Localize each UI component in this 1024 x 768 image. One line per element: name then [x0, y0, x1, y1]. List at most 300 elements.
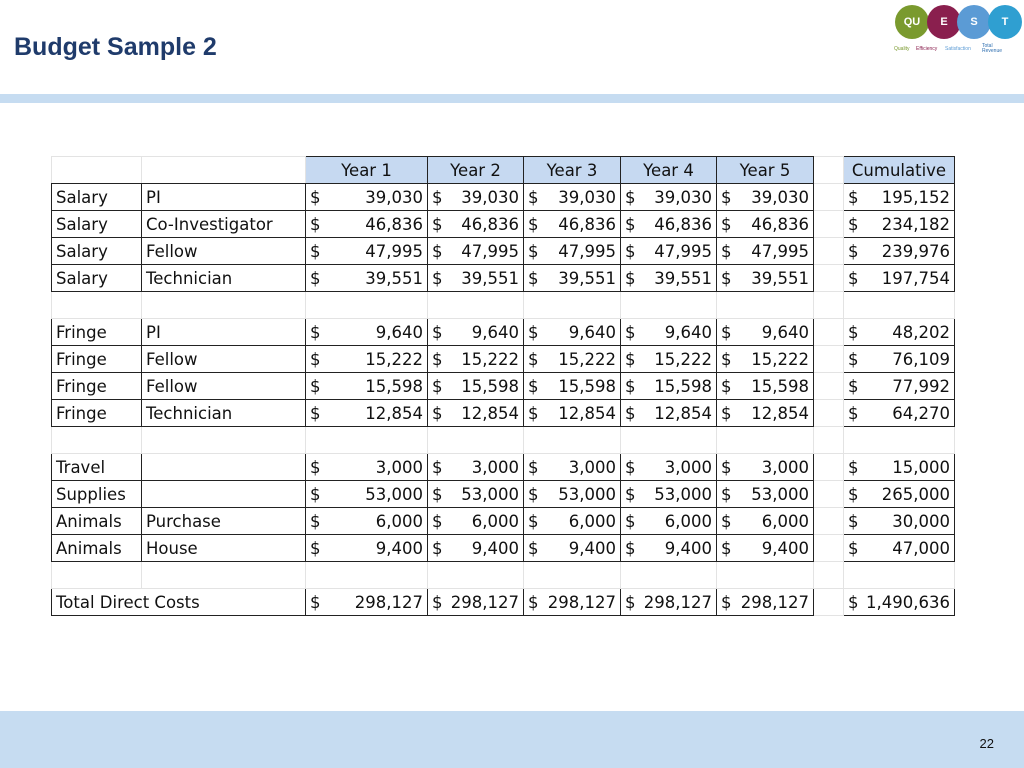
logo-caption-quality: Quality — [894, 46, 910, 52]
year-3-cell — [524, 589, 621, 616]
gap-cell — [814, 535, 844, 562]
header-year-5: Year 5 — [717, 157, 814, 184]
year-2-cell — [428, 238, 524, 265]
amount: 6,000 — [664, 511, 712, 531]
amount: 46,836 — [654, 214, 712, 234]
amount: 46,836 — [558, 214, 616, 234]
cumulative-cell — [844, 265, 955, 292]
currency-symbol: $ — [625, 241, 636, 261]
spacer-cell — [306, 562, 428, 589]
year-1-cell — [306, 508, 428, 535]
gap-cell — [814, 184, 844, 211]
money-value — [310, 512, 423, 531]
logo-circle-qu: QU — [895, 5, 929, 39]
currency-symbol: $ — [848, 538, 859, 558]
money-value — [721, 512, 809, 531]
currency-symbol: $ — [310, 511, 321, 531]
currency-symbol: $ — [625, 214, 636, 234]
currency-symbol: $ — [848, 241, 859, 261]
amount: 3,000 — [471, 457, 519, 477]
money-value — [721, 485, 809, 504]
money-value — [310, 539, 423, 558]
currency-symbol: $ — [848, 268, 859, 288]
year-3-cell — [524, 454, 621, 481]
amount: 3,000 — [664, 457, 712, 477]
amount: 39,030 — [461, 187, 519, 207]
year-4-cell — [621, 535, 717, 562]
year-5-cell — [717, 265, 814, 292]
currency-symbol: $ — [625, 187, 636, 207]
year-3-cell — [524, 373, 621, 400]
year-5-cell — [717, 454, 814, 481]
money-value — [721, 269, 809, 288]
item-cell: PI — [142, 319, 306, 346]
table-row — [52, 346, 955, 373]
year-4-cell — [621, 508, 717, 535]
category-cell: Animals — [52, 508, 142, 535]
year-2-cell — [428, 265, 524, 292]
currency-symbol: $ — [432, 592, 443, 612]
year-4-cell — [621, 481, 717, 508]
year-3-cell — [524, 319, 621, 346]
year-1-cell — [306, 454, 428, 481]
amount: 39,030 — [558, 187, 616, 207]
spacer-cell — [717, 292, 814, 319]
year-4-cell — [621, 346, 717, 373]
amount: 195,152 — [881, 187, 950, 207]
year-1-cell — [306, 319, 428, 346]
amount: 298,127 — [354, 592, 423, 612]
money-value — [848, 404, 950, 423]
amount: 298,127 — [547, 592, 616, 612]
table-row — [52, 508, 955, 535]
year-2-cell — [428, 481, 524, 508]
year-4-cell — [621, 454, 717, 481]
money-value — [721, 323, 809, 342]
currency-symbol: $ — [848, 187, 859, 207]
amount: 265,000 — [881, 484, 950, 504]
amount: 39,030 — [365, 187, 423, 207]
currency-symbol: $ — [721, 322, 732, 342]
money-value — [528, 404, 616, 423]
cumulative-cell — [844, 319, 955, 346]
cumulative-cell — [844, 589, 955, 616]
budget-table — [51, 156, 955, 616]
money-value — [625, 215, 712, 234]
currency-symbol: $ — [848, 214, 859, 234]
money-value — [432, 215, 519, 234]
money-value — [721, 539, 809, 558]
category-cell: Animals — [52, 535, 142, 562]
money-value — [310, 269, 423, 288]
spacer-cell — [717, 427, 814, 454]
spacer-cell — [428, 292, 524, 319]
money-value — [625, 458, 712, 477]
year-4-cell — [621, 400, 717, 427]
amount: 9,640 — [375, 322, 423, 342]
amount: 6,000 — [471, 511, 519, 531]
currency-symbol: $ — [528, 511, 539, 531]
amount: 12,854 — [365, 403, 423, 423]
currency-symbol: $ — [432, 484, 443, 504]
year-5-cell — [717, 535, 814, 562]
amount: 46,836 — [461, 214, 519, 234]
year-1-cell — [306, 346, 428, 373]
money-value — [721, 242, 809, 261]
amount: 15,222 — [654, 349, 712, 369]
amount: 3,000 — [568, 457, 616, 477]
currency-symbol: $ — [721, 538, 732, 558]
money-value — [432, 323, 519, 342]
money-value — [310, 350, 423, 369]
money-value — [432, 539, 519, 558]
amount: 64,270 — [892, 403, 950, 423]
logo-caption-efficiency: Efficiency — [916, 46, 938, 52]
year-2-cell — [428, 373, 524, 400]
currency-symbol: $ — [721, 403, 732, 423]
spacer-cell — [428, 562, 524, 589]
amount: 197,754 — [881, 268, 950, 288]
cumulative-cell — [844, 184, 955, 211]
year-2-cell — [428, 211, 524, 238]
currency-symbol: $ — [310, 376, 321, 396]
year-5-cell — [717, 211, 814, 238]
spacer-cell — [844, 292, 955, 319]
money-value — [625, 539, 712, 558]
item-cell: House — [142, 535, 306, 562]
spacer-cell — [814, 427, 844, 454]
money-value — [625, 188, 712, 207]
year-1-cell — [306, 184, 428, 211]
amount: 47,995 — [654, 241, 712, 261]
table-row — [52, 400, 955, 427]
table-row — [52, 535, 955, 562]
gap-cell — [814, 373, 844, 400]
money-value — [528, 350, 616, 369]
money-value — [528, 215, 616, 234]
currency-symbol: $ — [721, 268, 732, 288]
spacer-cell — [621, 427, 717, 454]
spacer-cell — [306, 292, 428, 319]
money-value — [721, 350, 809, 369]
spacer-cell — [621, 562, 717, 589]
category-cell: Salary — [52, 211, 142, 238]
currency-symbol: $ — [625, 484, 636, 504]
amount: 15,222 — [751, 349, 809, 369]
year-4-cell — [621, 265, 717, 292]
gap-cell — [814, 346, 844, 373]
amount: 46,836 — [751, 214, 809, 234]
currency-symbol: $ — [721, 592, 732, 612]
table-row — [52, 454, 955, 481]
year-4-cell — [621, 319, 717, 346]
currency-symbol: $ — [625, 349, 636, 369]
currency-symbol: $ — [721, 484, 732, 504]
spacer-row — [52, 292, 955, 319]
currency-symbol: $ — [310, 538, 321, 558]
money-value — [528, 485, 616, 504]
year-5-cell — [717, 238, 814, 265]
year-2-cell — [428, 346, 524, 373]
amount: 39,551 — [751, 268, 809, 288]
currency-symbol: $ — [432, 511, 443, 531]
money-value — [432, 404, 519, 423]
currency-symbol: $ — [310, 214, 321, 234]
header-blank-cell — [52, 157, 142, 184]
amount: 3,000 — [375, 457, 423, 477]
cumulative-cell — [844, 373, 955, 400]
amount: 12,854 — [461, 403, 519, 423]
amount: 76,109 — [892, 349, 950, 369]
table-row — [52, 238, 955, 265]
item-cell — [142, 454, 306, 481]
amount: 39,030 — [751, 187, 809, 207]
year-2-cell — [428, 535, 524, 562]
spacer-cell — [621, 292, 717, 319]
money-value — [310, 323, 423, 342]
currency-symbol: $ — [848, 511, 859, 531]
gap-cell — [814, 211, 844, 238]
cumulative-cell — [844, 454, 955, 481]
currency-symbol: $ — [625, 538, 636, 558]
header-year-1: Year 1 — [306, 157, 428, 184]
money-value — [848, 215, 950, 234]
amount: 39,030 — [654, 187, 712, 207]
item-cell: Fellow — [142, 373, 306, 400]
money-value — [310, 593, 423, 612]
amount: 15,598 — [751, 376, 809, 396]
money-value — [432, 485, 519, 504]
year-1-cell — [306, 589, 428, 616]
year-5-cell — [717, 184, 814, 211]
category-cell: Fringe — [52, 400, 142, 427]
money-value — [528, 242, 616, 261]
currency-symbol: $ — [310, 268, 321, 288]
table-header-row — [52, 157, 955, 184]
amount: 9,400 — [761, 538, 809, 558]
spacer-cell — [814, 292, 844, 319]
spacer-cell — [717, 562, 814, 589]
year-5-cell — [717, 346, 814, 373]
amount: 298,127 — [740, 592, 809, 612]
cumulative-cell — [844, 481, 955, 508]
currency-symbol: $ — [310, 349, 321, 369]
category-cell: Fringe — [52, 346, 142, 373]
money-value — [721, 377, 809, 396]
spacer-cell — [524, 292, 621, 319]
money-value — [848, 188, 950, 207]
amount: 15,222 — [558, 349, 616, 369]
currency-symbol: $ — [432, 187, 443, 207]
logo-caption-total-revenue: Total Revenue — [982, 43, 1003, 54]
footer-band — [0, 711, 1024, 768]
amount: 6,000 — [568, 511, 616, 531]
currency-symbol: $ — [848, 484, 859, 504]
money-value — [848, 377, 950, 396]
logo-caption-satisfaction: Satisfaction — [945, 46, 971, 52]
amount: 15,598 — [654, 376, 712, 396]
currency-symbol: $ — [625, 457, 636, 477]
quest-logo — [892, 4, 1024, 60]
money-value — [432, 458, 519, 477]
gap-cell — [814, 481, 844, 508]
amount: 15,222 — [461, 349, 519, 369]
amount: 47,995 — [365, 241, 423, 261]
amount: 15,598 — [461, 376, 519, 396]
currency-symbol: $ — [528, 214, 539, 234]
currency-symbol: $ — [721, 511, 732, 531]
money-value — [848, 350, 950, 369]
currency-symbol: $ — [310, 403, 321, 423]
money-value — [848, 485, 950, 504]
money-value — [310, 188, 423, 207]
amount: 298,127 — [450, 592, 519, 612]
currency-symbol: $ — [848, 592, 859, 612]
money-value — [721, 188, 809, 207]
amount: 6,000 — [375, 511, 423, 531]
money-value — [625, 377, 712, 396]
item-cell — [142, 481, 306, 508]
currency-symbol: $ — [310, 322, 321, 342]
amount: 6,000 — [761, 511, 809, 531]
money-value — [848, 269, 950, 288]
amount: 239,976 — [881, 241, 950, 261]
year-4-cell — [621, 373, 717, 400]
year-5-cell — [717, 508, 814, 535]
money-value — [528, 377, 616, 396]
header-gap-cell — [814, 157, 844, 184]
year-4-cell — [621, 238, 717, 265]
year-4-cell — [621, 589, 717, 616]
currency-symbol: $ — [432, 457, 443, 477]
amount: 3,000 — [761, 457, 809, 477]
amount: 53,000 — [558, 484, 616, 504]
money-value — [432, 269, 519, 288]
spacer-cell — [844, 562, 955, 589]
money-value — [310, 458, 423, 477]
year-3-cell — [524, 265, 621, 292]
item-cell: Technician — [142, 400, 306, 427]
amount: 12,854 — [558, 403, 616, 423]
currency-symbol: $ — [721, 376, 732, 396]
table-row — [52, 211, 955, 238]
money-value — [625, 323, 712, 342]
money-value — [310, 215, 423, 234]
money-value — [432, 242, 519, 261]
currency-symbol: $ — [310, 457, 321, 477]
money-value — [848, 242, 950, 261]
spacer-cell — [524, 562, 621, 589]
money-value — [310, 377, 423, 396]
money-value — [432, 593, 519, 612]
year-3-cell — [524, 481, 621, 508]
year-1-cell — [306, 211, 428, 238]
year-3-cell — [524, 238, 621, 265]
year-5-cell — [717, 481, 814, 508]
amount: 298,127 — [643, 592, 712, 612]
currency-symbol: $ — [528, 592, 539, 612]
money-value — [721, 404, 809, 423]
currency-symbol: $ — [721, 187, 732, 207]
currency-symbol: $ — [432, 538, 443, 558]
currency-symbol: $ — [432, 376, 443, 396]
slide-title: Budget Sample 2 — [14, 33, 217, 61]
year-4-cell — [621, 184, 717, 211]
amount: 39,551 — [654, 268, 712, 288]
money-value — [848, 512, 950, 531]
money-value — [310, 242, 423, 261]
money-value — [528, 188, 616, 207]
cumulative-cell — [844, 535, 955, 562]
money-value — [310, 485, 423, 504]
year-2-cell — [428, 589, 524, 616]
money-value — [848, 323, 950, 342]
amount: 46,836 — [365, 214, 423, 234]
spacer-cell — [142, 562, 306, 589]
year-2-cell — [428, 454, 524, 481]
amount: 48,202 — [892, 322, 950, 342]
spacer-cell — [844, 427, 955, 454]
header-year-3: Year 3 — [524, 157, 621, 184]
money-value — [848, 539, 950, 558]
item-cell: Co-Investigator — [142, 211, 306, 238]
currency-symbol: $ — [310, 187, 321, 207]
currency-symbol: $ — [721, 241, 732, 261]
currency-symbol: $ — [848, 403, 859, 423]
currency-symbol: $ — [528, 349, 539, 369]
category-cell: Fringe — [52, 319, 142, 346]
currency-symbol: $ — [721, 349, 732, 369]
year-3-cell — [524, 346, 621, 373]
year-3-cell — [524, 508, 621, 535]
spacer-row — [52, 562, 955, 589]
money-value — [310, 404, 423, 423]
currency-symbol: $ — [625, 268, 636, 288]
currency-symbol: $ — [432, 268, 443, 288]
item-cell: Technician — [142, 265, 306, 292]
cumulative-cell — [844, 211, 955, 238]
currency-symbol: $ — [528, 403, 539, 423]
year-5-cell — [717, 400, 814, 427]
amount: 1,490,636 — [866, 592, 950, 612]
currency-symbol: $ — [721, 457, 732, 477]
gap-cell — [814, 508, 844, 535]
year-3-cell — [524, 535, 621, 562]
category-cell: Salary — [52, 238, 142, 265]
money-value — [528, 539, 616, 558]
year-1-cell — [306, 481, 428, 508]
money-value — [432, 377, 519, 396]
amount: 77,992 — [892, 376, 950, 396]
amount: 53,000 — [365, 484, 423, 504]
amount: 9,400 — [568, 538, 616, 558]
year-3-cell — [524, 184, 621, 211]
logo-circle-e: E — [927, 5, 961, 39]
money-value — [848, 593, 950, 612]
spacer-cell — [306, 427, 428, 454]
spacer-cell — [52, 292, 142, 319]
currency-symbol: $ — [625, 376, 636, 396]
currency-symbol: $ — [528, 187, 539, 207]
currency-symbol: $ — [432, 214, 443, 234]
cumulative-cell — [844, 508, 955, 535]
spacer-cell — [142, 292, 306, 319]
total-row — [52, 589, 955, 616]
amount: 47,000 — [892, 538, 950, 558]
amount: 9,640 — [471, 322, 519, 342]
amount: 12,854 — [654, 403, 712, 423]
amount: 39,551 — [365, 268, 423, 288]
